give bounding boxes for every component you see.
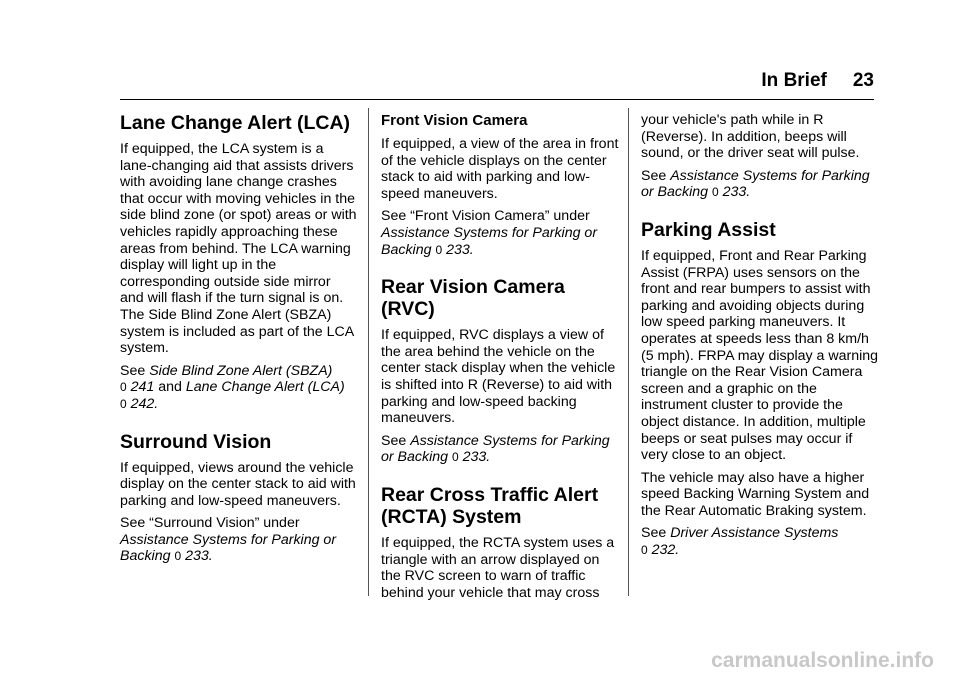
column-divider-2 [628, 108, 629, 596]
surround-body: If equipped, views around the vehicle display on the center stack to aid with parking and low-speed maneuvers. [120, 459, 356, 509]
front-ref-title[interactable]: Assistance Systems for Parking or Backing [381, 224, 598, 258]
section-title: In Brief [761, 70, 827, 91]
page-ref-icon: 0 [174, 549, 182, 564]
rcta-body: If equipped, the RCTA system uses a triangle with an arrow displayed on the RVC screen to warn of traffic behind your vehicle that may cross [381, 534, 615, 601]
rcta-ref-title[interactable]: Assistance Systems for Parking or Backing [641, 167, 870, 201]
parking-ref-page[interactable]: 232. [651, 542, 680, 559]
lca-ref2-title[interactable]: Lane Change Alert (LCA) [185, 379, 345, 396]
rcta-body-cont: your vehicle's path while in R (Reverse). In addition, beeps will sound, or the driver seat will pulse. [641, 112, 860, 162]
front-body: If equipped, a view of the area in front of the vehicle displays on the center stack to aid with parking and low-speed maneuvers. [381, 136, 619, 202]
page-number: 23 [852, 70, 874, 91]
page-header [761, 70, 874, 92]
lca-body: If equipped, the LCA system is a lane-changing aid that assists drivers with avoiding lane change crashes that occur with moving vehicles in the side blind zone (or spot) areas or with vehicles rapidly approaching these areas from behind. The LCA warning display will light up in the corresponding outside side mirror and will flash if the turn signal is on. The Side Blind Zone Alert (SBZA) system is included as part of the LCA system. [120, 141, 357, 357]
column-divider-1 [368, 108, 369, 596]
column-1 [120, 108, 358, 571]
page-ref-icon: 0 [435, 242, 443, 257]
lca-ref1-title[interactable]: Side Blind Zone Alert (SBZA) [149, 362, 333, 379]
surround-ref-title[interactable]: Assistance Systems for Parking or Backing [120, 531, 337, 565]
rcta-see: See Assistance Systems for Parking or Backing 0 233. [641, 167, 870, 201]
rvc-ref-title[interactable]: Assistance Systems for Parking or Backing [381, 432, 610, 466]
column-3 [641, 108, 879, 565]
parking-body-2: The vehicle may also have a higher speed Backing Warning System and the Rear Automatic Braking system. [641, 469, 870, 519]
front-heading: Front Vision Camera [381, 112, 528, 129]
front-see: See “Front Vision Camera” under Assistance Systems for Parking or Backing 0 233. [381, 208, 598, 258]
rcta-heading: Rear Cross Traffic Alert (RCTA) System [381, 483, 599, 528]
parking-body: If equipped, Front and Rear Parking Assist (FRPA) uses sensors on the front and rear bumpers to assist with parking and avoiding objects during low speed parking maneuvers. It operates at speeds less than 8 km/h (5 mph). FRPA may display a warning triangle on the Rear Vision Camera screen and a graphic on the instrument cluster to provide the object distance. In addition, multiple beeps or seat pulses may occur if very close to an object. [641, 247, 879, 464]
lca-ref2-page[interactable]: 242. [130, 395, 159, 412]
parking-heading: Parking Assist [641, 218, 776, 241]
rvc-body: If equipped, RVC displays a view of the area behind the vehicle on the center stack display when the vehicle is shifted into R (Reverse) to aid with parking and low-speed backing maneuvers. [381, 327, 616, 427]
watermark: carmanualsonline.info [711, 649, 934, 672]
lca-heading: Lane Change Alert (LCA) [120, 112, 351, 134]
front-ref-page[interactable]: 233. [446, 241, 474, 258]
page-ref-icon: 0 [711, 185, 719, 200]
parking-ref-title[interactable]: Driver Assistance Systems [670, 525, 839, 542]
rvc-see: See Assistance Systems for Parking or Backing 0 233. [381, 432, 610, 466]
page-ref-icon: 0 [641, 543, 648, 558]
rvc-ref-page[interactable]: 233. [462, 449, 491, 466]
surround-heading: Surround Vision [120, 430, 272, 453]
rcta-ref-page[interactable]: 233. [722, 184, 751, 201]
parking-see: See Driver Assistance Systems 0 232. [641, 525, 839, 559]
surround-see: See “Surround Vision” under Assistance Systems for Parking or Backing 0 233. [120, 515, 337, 565]
lca-see: See Side Blind Zone Alert (SBZA) 0 241 and Lane Change Alert (LCA) 0 242. [120, 362, 345, 412]
lca-ref1-page[interactable]: 241 [130, 379, 155, 396]
header-rule [120, 99, 874, 100]
page-ref-icon: 0 [451, 450, 459, 465]
surround-ref-page[interactable]: 233. [185, 548, 213, 565]
rvc-heading: Rear Vision Camera (RVC) [381, 276, 565, 321]
column-2 [381, 108, 619, 607]
page-ref-icon: 0 [120, 380, 127, 395]
page-ref-icon: 0 [120, 396, 127, 411]
